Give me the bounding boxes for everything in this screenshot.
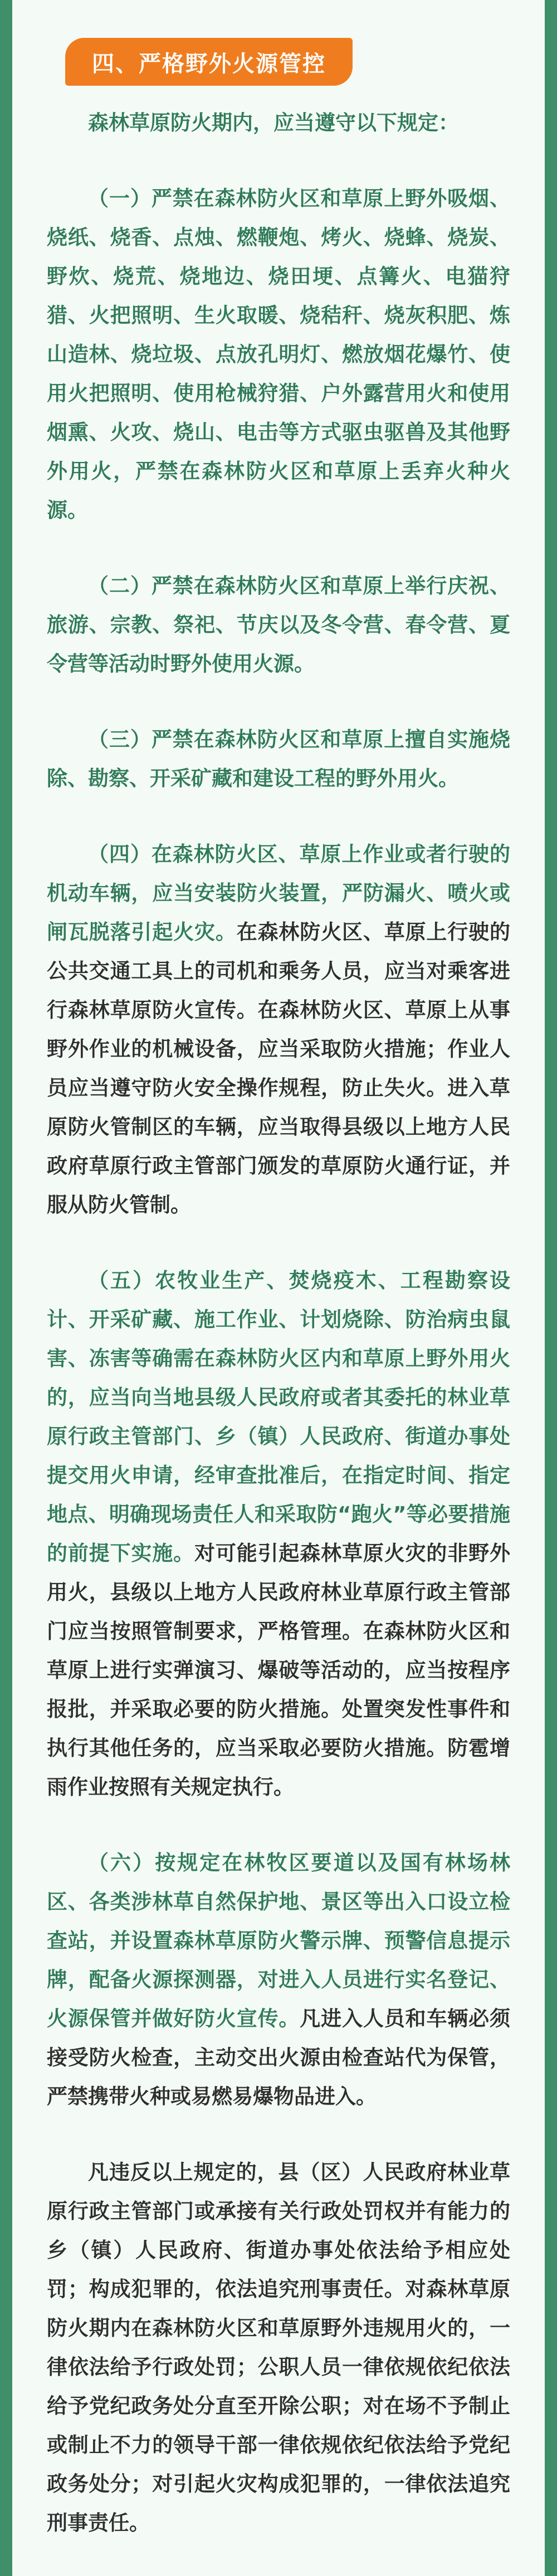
paragraph-6-body: 凡进入人员和车辆必须接受防火检查，主动交出火源由检查站代为保管，严禁携带火种或易燃易爆物品进入。 [47,2007,511,2108]
paragraph-4 [47,835,510,1225]
paragraph-2 [47,567,510,684]
paragraph-7-text: 凡违反以上规定的，县（区）人民政府林业草原行政主管部门或承接有关行政处罚权并有能力的乡（镇）人民政府、街道办事处依法给予相应处罚；构成犯罪的，依法追究刑事责任。对森林草原防火期内在森林防火区和草原野外违规用火的，一律依法给予行政处罚；公职人员一律依规依纪依法给予党纪政务处分直至开除公职；对在场不予制止或制止不力的领导干部一律依规依纪依法给予党纪政务处分；对引起火灾构成犯罪的，一律依法追究刑事责任。 [47,2160,510,2535]
paragraph-5-body: 对可能引起森林草原火灾的非野外用火，县级以上地方人民政府林业草原行政主管部门应当按照管制要求，严格管理。在森林防火区和草原上进行实弹演习、爆破等活动的，应当按程序报批，并采取必要的防火措施。处置突发性事件和执行其他任务的，应当采取必要防火措施。防雹增雨作业按照有关规定执行。 [47,1541,510,1799]
paragraph-5-highlight: （五）农牧业生产、焚烧疫木、工程勘察设计、开采矿藏、施工作业、计划烧除、防治病虫鼠害、冻害等确需在森林防火区内和草原上野外用火的，应当向当地县级人民政府或者其委托的林业草原行政主管部门、乡（镇）人民政府、街道办事处提交用火申请，经审查批准后，在指定时间、指定地点、明确现场责任人和采取防“跑火”等必要措施的前提下实施。 [47,1269,510,1565]
paragraph-7 [47,2153,510,2543]
paragraph-3-text: （三）严禁在森林防火区和草原上擅自实施烧除、勘察、开采矿藏和建设工程的野外用火。 [47,727,510,790]
spacer [47,798,510,835]
spacer [47,1225,510,1261]
spacer [47,1807,510,1843]
paragraph-1 [47,179,510,530]
paragraph-6 [47,1843,510,2116]
paragraph-3 [47,720,510,798]
content-panel [12,0,545,2576]
spacer [47,2116,510,2153]
article-body [47,104,510,2543]
paragraph-2-text: （二）严禁在森林防火区和草原上举行庆祝、旅游、宗教、祭祀、节庆以及冬令营、春令营、夏令营等活动时野外使用火源。 [47,574,510,676]
spacer [47,684,510,720]
paragraph-5 [47,1261,510,1807]
paragraph-4-body: 在森林防火区、草原上行驶的公共交通工具上的司机和乘务人员，应当对乘客进行森林草原防火宣传。在森林防火区、草原上从事野外作业的机械设备，应当采取防火措施；作业人员应当遵守防火安全操作规程，防止失火。进入草原防火管制区的车辆，应当取得县级以上地方人民政府草原行政主管部门颁发的草原防火通行证，并服从防火管制。 [47,920,511,1217]
intro-text: 森林草原防火期内，应当遵守以下规定： [88,111,459,135]
spacer [47,530,510,567]
paragraph-4-highlight: （四）在森林防火区、草原上作业或者行驶的机动车辆，应当安装防火装置，严防漏火、喷火或闸瓦脱落引起火灾。 [47,842,510,944]
section-heading: 四、严格野外火源管控 [65,38,353,86]
paragraph-1-text: （一）严禁在森林防火区和草原上野外吸烟、烧纸、烧香、点烛、燃鞭炮、烤火、烧蜂、烧炭、野炊、烧荒、烧地边、烧田埂、点篝火、电猫狩猎、火把照明、生火取暖、烧秸秆、烧灰积肥、炼山造林、烧垃圾、点放孔明灯、燃放烟花爆竹、使用火把照明、使用枪械狩猎、户外露营用火和使用烟熏、火攻、烧山、电击等方式驱虫驱兽及其他野外用火，严禁在森林防火区和草原上丢弃火种火源。 [47,186,510,522]
paragraph-6-highlight: （六）按规定在林牧区要道以及国有林场林区、各类涉林草自然保护地、景区等出入口设立检查站，并设置森林草原防火警示牌、预警信息提示牌，配备火源探测器，对进入人员进行实名登记、火源保管并做好防火宣传。 [47,1851,510,2031]
